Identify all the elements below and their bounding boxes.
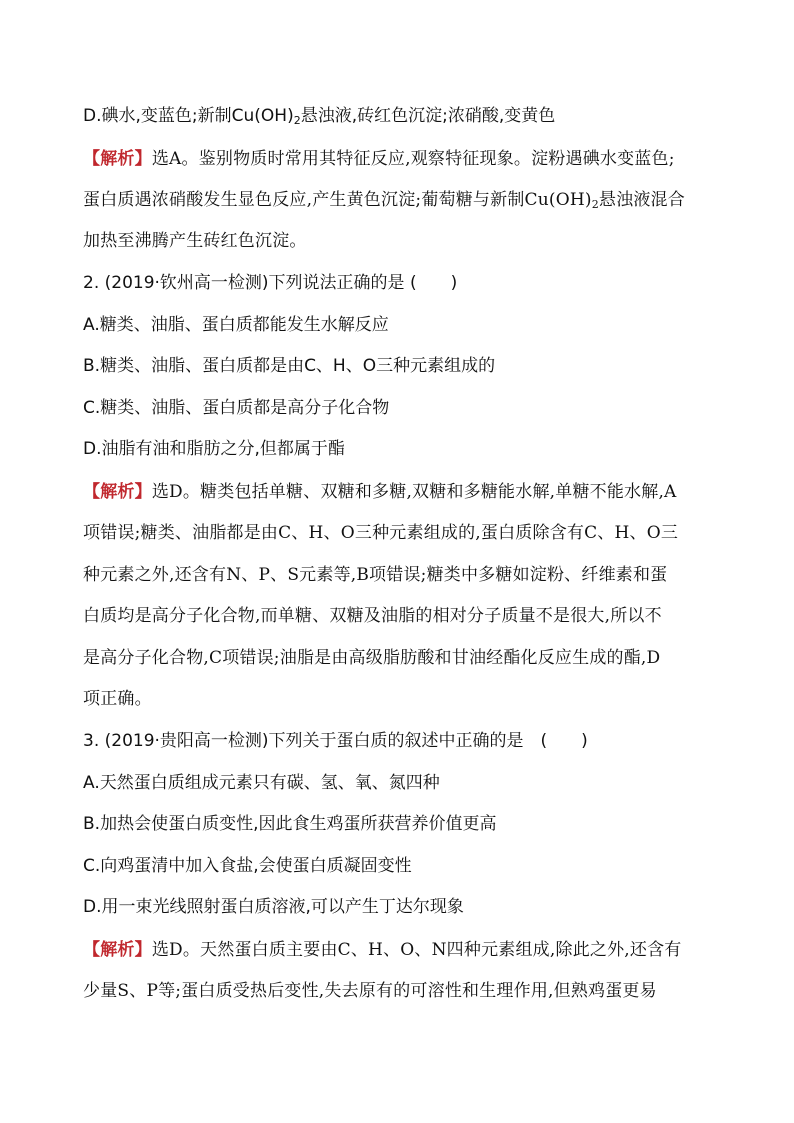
analysis-tag: 【解析】 [83,940,152,960]
q1-analysis-line-2: 蛋白质遇浓硝酸发生显色反应,产生黄色沉淀;葡萄糖与新制$Cu(OH)_2$悬浊液混合 [83,190,685,211]
q2-option-c: C.糖类、油脂、蛋白质都是高分子化合物 [83,398,390,418]
q2-analysis-line-1: 【解析】选D。糖类包括单糖、双糖和多糖,双糖和多糖能水解,单糖不能水解,A [83,482,677,502]
q3-option-c: C.向鸡蛋清中加入食盐,会使蛋白质凝固变性 [83,856,412,876]
analysis-tag: 【解析】 [83,482,152,502]
q2-option-a: A.糖类、油脂、蛋白质都能发生水解反应 [83,315,389,335]
q2-analysis-line-4: 白质均是高分子化合物,而单糖、双糖及油脂的相对分子质量不是很大,所以不 [83,606,662,626]
q2-analysis-line-3: 种元素之外,还含有N、P、S元素等,B项错误;糖类中多糖如淀粉、纤维素和蛋 [83,565,668,585]
q3-option-d: D.用一束光线照射蛋白质溶液,可以产生丁达尔现象 [83,897,464,917]
q2-analysis-line-2: 项错误;糖类、油脂都是由C、H、O三种元素组成的,蛋白质除含有C、H、O三 [83,523,679,543]
analysis-tag: 【解析】 [83,149,152,169]
q1-analysis-line-3: 加热至沸腾产生砖红色沉淀。 [83,231,307,251]
q1-analysis-line-1: 【解析】选A。鉴别物质时常用其特征反应,观察特征现象。淀粉遇碘水变蓝色; [83,149,675,169]
q2-analysis-line-5: 是高分子化合物,C项错误;油脂是由高级脂肪酸和甘油经酯化反应生成的酯,D [83,648,661,668]
q3-stem: 3. (2019·贵阳高一检测)下列关于蛋白质的叙述中正确的是 ( ) [83,731,588,751]
q3-option-b: B.加热会使蛋白质变性,因此食生鸡蛋所获营养价值更高 [83,814,497,834]
q2-analysis-line-6: 项正确。 [83,689,152,709]
q3-analysis-line-2: 少量S、P等;蛋白质受热后变性,失去原有的可溶性和生理作用,但熟鸡蛋更易 [83,981,657,1001]
q3-option-a: A.天然蛋白质组成元素只有碳、氢、氧、氮四种 [83,773,440,793]
q1-option-d: D.碘水,变蓝色;新制$Cu(OH)_2$悬浊液,砖红色沉淀;浓硝酸,变黄色 [83,106,556,127]
q2-option-d: D.油脂有油和脂肪之分,但都属于酯 [83,439,345,459]
q2-stem: 2. (2019·钦州高一检测)下列说法正确的是 ( ) [83,273,458,293]
q2-option-b: B.糖类、油脂、蛋白质都是由C、H、O三种元素组成的 [83,356,496,376]
q3-analysis-line-1: 【解析】选D。天然蛋白质主要由C、H、O、N四种元素组成,除此之外,还含有 [83,940,682,960]
